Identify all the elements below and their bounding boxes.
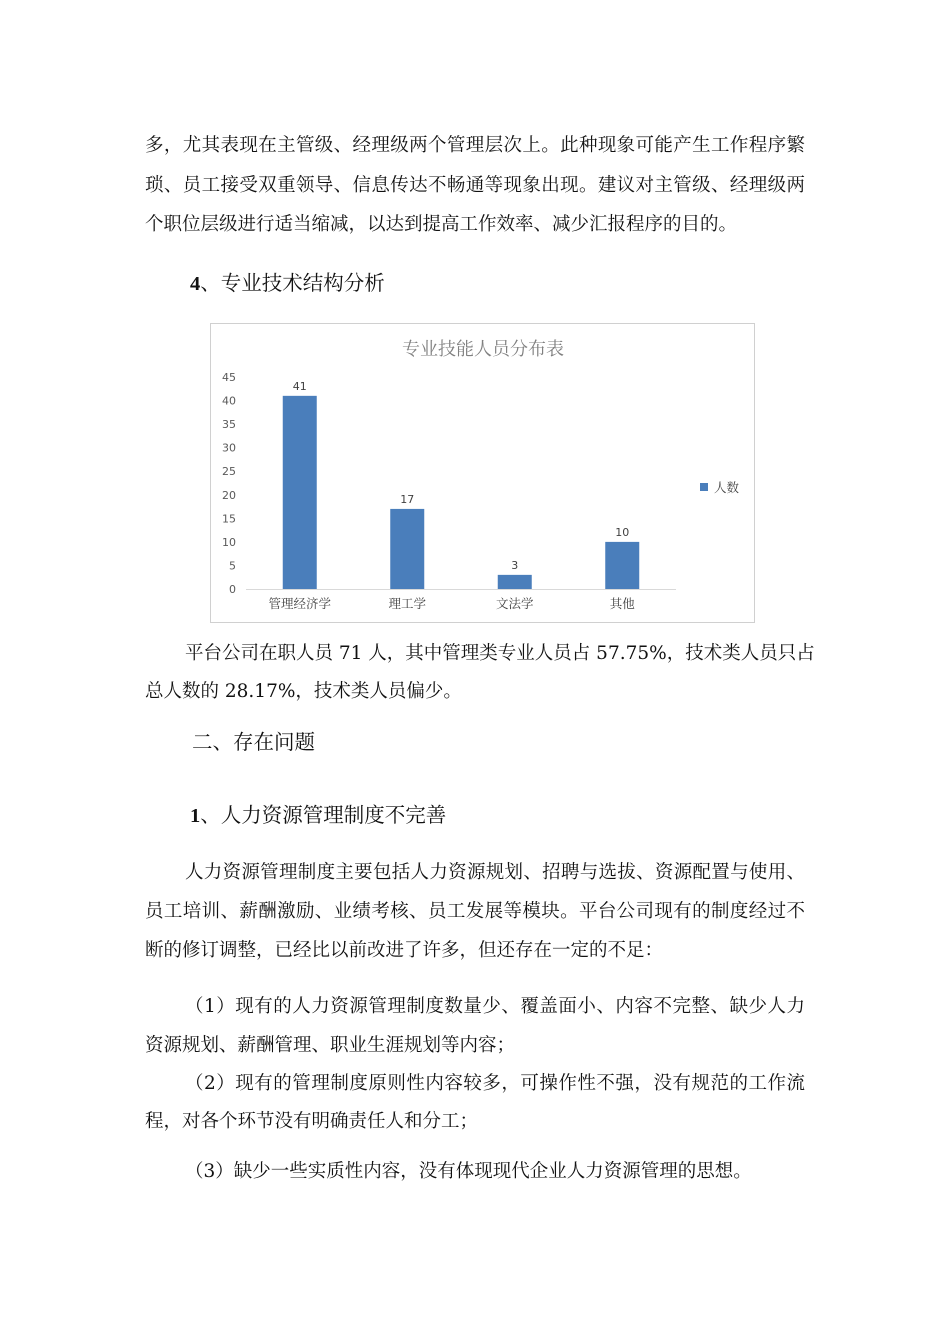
heading-text: 、专业技术结构分析 bbox=[200, 271, 385, 295]
bar-3 bbox=[498, 575, 532, 589]
text-line: 琐、员工接受双重领导、信息传达不畅通等现象出现。建议对主管级、经理级两 bbox=[145, 175, 805, 196]
chart-canvas bbox=[211, 324, 754, 622]
text-line: （1）现有的人力资源管理制度数量少、覆盖面小、内容不完整、缺少人力 bbox=[185, 996, 805, 1017]
data-label: 10 bbox=[615, 525, 630, 539]
text-line: 程，对各个环节没有明确责任人和分工； bbox=[145, 1111, 479, 1132]
y-tick-label: 25 bbox=[222, 465, 236, 479]
section-title: 二、存在问题 bbox=[192, 730, 315, 754]
y-tick-label: 30 bbox=[222, 441, 236, 455]
bar-4 bbox=[605, 542, 639, 589]
y-tick-label: 10 bbox=[222, 535, 236, 549]
y-tick-label: 45 bbox=[222, 371, 236, 384]
bar-2 bbox=[390, 509, 424, 589]
text-line: 员工培训、薪酬激励、业绩考核、员工发展等模块。平台公司现有的制度经过不 bbox=[145, 901, 805, 922]
x-category-label: 理工学 bbox=[388, 596, 427, 611]
text-line: 多，尤其表现在主管级、经理级两个管理层次上。此种现象可能产生工作程序繁 bbox=[145, 135, 805, 156]
bar-chart bbox=[210, 323, 755, 623]
section-heading-1 bbox=[190, 802, 446, 829]
y-tick-label: 35 bbox=[222, 418, 236, 432]
heading-number: 4 bbox=[190, 273, 201, 295]
data-label: 41 bbox=[292, 379, 307, 393]
text-line: （2）现有的管理制度原则性内容较多，可操作性不强，没有规范的工作流 bbox=[185, 1073, 805, 1094]
bar-1 bbox=[283, 396, 317, 589]
x-category-label: 文法学 bbox=[495, 596, 534, 611]
heading-text: 、人力资源管理制度不完善 bbox=[200, 803, 447, 827]
data-label: 3 bbox=[511, 558, 519, 572]
y-tick-label: 5 bbox=[229, 559, 236, 573]
text-line: 总人数的 28.17%，技术类人员偏少。 bbox=[145, 681, 462, 702]
section-heading-4 bbox=[190, 270, 385, 297]
y-tick-label: 20 bbox=[222, 488, 236, 502]
x-category-label: 其他 bbox=[609, 596, 635, 611]
text-line: 人力资源管理制度主要包括人力资源规划、招聘与选拔、资源配置与使用、 bbox=[185, 862, 805, 883]
text-line: 资源规划、薪酬管理、职业生涯规划等内容； bbox=[145, 1035, 516, 1056]
data-label: 17 bbox=[400, 492, 415, 506]
heading-number: 1 bbox=[190, 805, 201, 827]
y-tick-label: 15 bbox=[222, 512, 236, 526]
chart-title: 专业技能人员分布表 bbox=[402, 339, 564, 360]
legend-label: 人数 bbox=[714, 480, 740, 495]
y-tick-label: 40 bbox=[222, 394, 236, 408]
legend-swatch bbox=[700, 483, 708, 491]
text-line: 平台公司在职人员 71 人，其中管理类专业人员占 57.75%，技术类人员只占 bbox=[185, 643, 815, 664]
x-category-label: 管理经济学 bbox=[268, 596, 332, 611]
y-tick-label: 0 bbox=[229, 583, 236, 596]
text-line: （3）缺少一些实质性内容，没有体现现代企业人力资源管理的思想。 bbox=[185, 1161, 752, 1182]
text-line: 断的修订调整，已经比以前改进了许多，但还存在一定的不足： bbox=[145, 940, 664, 961]
text-line: 个职位层级进行适当缩减，以达到提高工作效率、减少汇报程序的目的。 bbox=[145, 214, 738, 235]
